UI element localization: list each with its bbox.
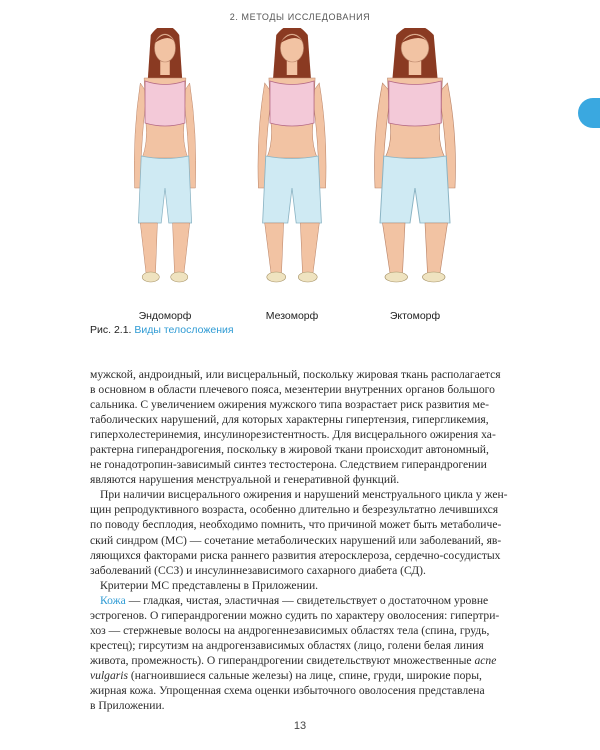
text-line: рактерна гиперандрогения, поскольку в жировой ткани происходит автономный, (90, 443, 489, 457)
endomorph-figure (134, 28, 196, 282)
figure-body-types (80, 28, 500, 338)
body-types-illustration (80, 28, 500, 308)
term-vulgaris: vulgaris (90, 668, 129, 682)
text-line: по поводу бесплодия, необходимо помнить, что причиной может быть метаболиче- (90, 518, 502, 532)
mesomorph-figure (258, 28, 326, 282)
text-span: живота, промежность). О гиперандрогении свидетельствуют множественные (90, 653, 472, 667)
text-line: жирная кожа. Упрощенная схема оценки избыточного оволосения представлена (90, 683, 485, 697)
text-line: сальника. С увеличением ожирения мужского типа возрастает риск развития ме- (90, 398, 489, 412)
text-line: Критерии МС представлены в Приложении. (100, 578, 319, 592)
text-line: в основном в области плечевого пояса, мезентерии внутренних органов большого (90, 383, 495, 397)
body-text (90, 367, 510, 713)
text-span: (нагноившиеся сальные железы) на лице, спине, груди, широкие поры, (128, 668, 482, 682)
text-line: таболических нарушений, для которых характерны гипертензия, гипергликемия, (90, 413, 489, 427)
chapter-tab (578, 98, 600, 128)
figure-caption (90, 324, 234, 336)
text-line (90, 668, 510, 683)
label-mesomorph: Мезоморф (265, 310, 319, 322)
text-line: При наличии висцерального ожирения и нарушений менструального цикла у жен- (100, 488, 508, 502)
caption-number: Рис. 2.1. (90, 324, 132, 336)
text-line: крестец); гирсутизм на андрогензависимых областях (лицо, голени белая линия (90, 638, 484, 652)
term-acne: acne (474, 653, 497, 667)
text-line: щин репродуктивного возраста, особенно длительно и безрезультатно лечившихся (90, 503, 499, 517)
text-line: в Приложении. (90, 699, 165, 713)
text-line: заболеваний (ССЗ) и инсулиннезависимого сахарного диабета (СД). (90, 563, 426, 577)
text-line: хоз — стержневые волосы на андрогеннезависимых областях тела (спина, грудь, (90, 623, 490, 637)
text-span: — гладкая, чистая, эластичная — свидетельствует о достаточном уровне (125, 593, 489, 607)
label-endomorph: Эндоморф (138, 310, 192, 322)
text-line: ский синдром (МС) — сочетание метаболических нарушений или заболеваний, яв- (90, 533, 502, 547)
text-line: не гонадотропин-зависимый синтез тестостерона. Следствием гиперандрогении (90, 458, 487, 472)
text-line: мужской, андроидный, или висцеральный, поскольку жировая ткань располагается (90, 368, 501, 381)
text-line: являются нарушения менструальной и генеративной функций. (90, 473, 400, 487)
text-line: эстрогенов. О гиперандрогении можно судить по характеру оволосения: гипертри- (90, 608, 500, 622)
text-line: гиперхолестеринемия, инсулинорезистентность. Для висцерального ожирения ха- (90, 428, 496, 442)
term-skin: Кожа (100, 593, 126, 607)
text-line: ляющихся факторами риска раннего развития атеросклероза, сердечно-сосудистых (90, 548, 501, 562)
ectomorph-figure (375, 28, 456, 282)
text-line (90, 593, 510, 608)
running-header: 2. МЕТОДЫ ИССЛЕДОВАНИЯ (229, 12, 371, 22)
text-line (90, 653, 510, 668)
page-number: 13 (293, 720, 307, 732)
caption-title: Виды телосложения (134, 324, 234, 336)
label-ectomorph: Эктоморф (389, 310, 441, 322)
